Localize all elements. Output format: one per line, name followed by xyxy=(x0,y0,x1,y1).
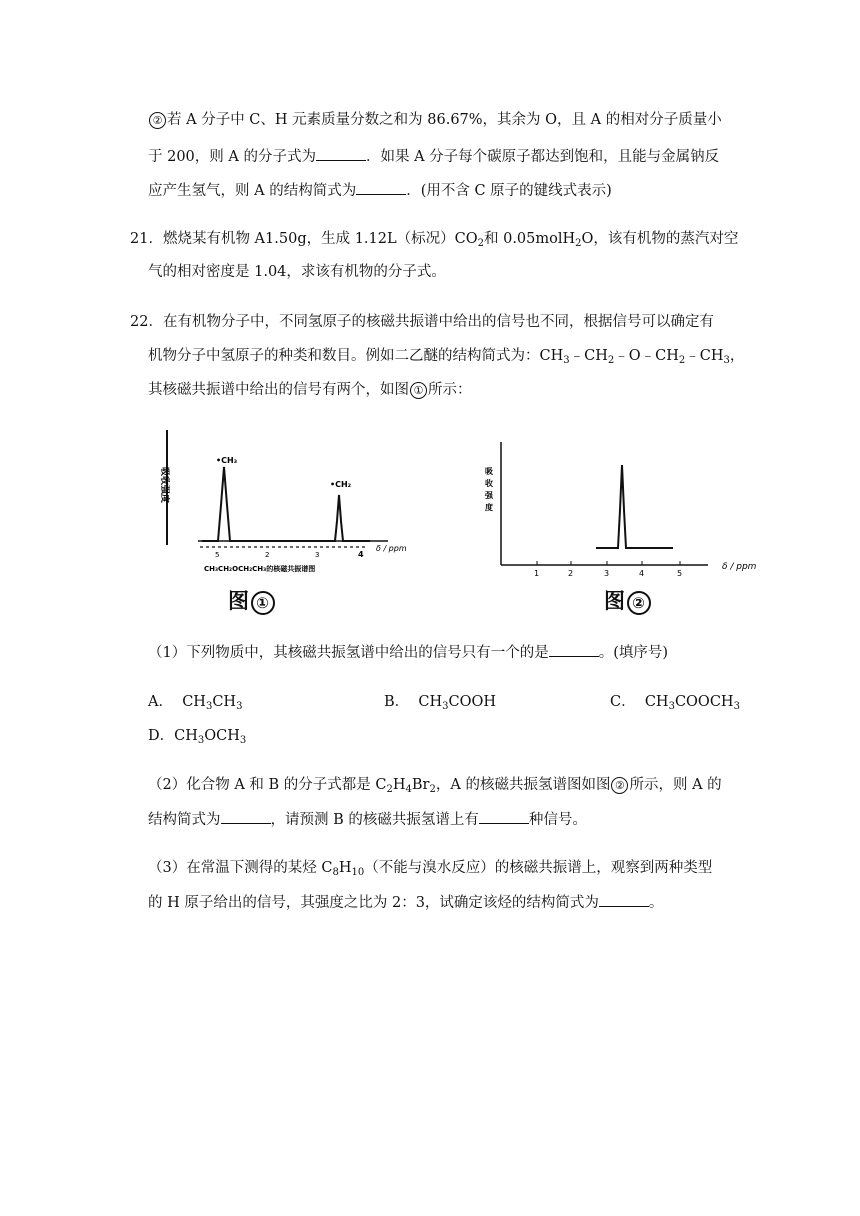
figure-ref-1: ① xyxy=(410,382,427,399)
q22-text-2a: 机物分子中氢原子的种类和数目。例如二乙醚的结构简式为：CH xyxy=(148,348,564,364)
tick-label: 3 xyxy=(315,551,320,559)
figure-caption-text: 图 xyxy=(228,589,250,613)
answer-blank[interactable] xyxy=(356,180,406,195)
y-axis-label-char: 度 xyxy=(485,503,493,512)
y-axis-label-char: 强 xyxy=(485,491,493,500)
p3-text-1b: H xyxy=(338,860,352,876)
p3-text-1c: （不能与溴水反应）的核磁共振谱上，观察到两种类型 xyxy=(364,860,713,876)
subscript: 3 xyxy=(239,735,247,746)
subscript: 3 xyxy=(205,701,213,712)
p2-text-1e: 所示，则 A 的 xyxy=(629,777,722,793)
q21-line-2 xyxy=(148,262,446,282)
q22-text-1: 在有机物分子中，不同氢原子的核磁共振谱中给出的信号也不同，根据信号可以确定有 xyxy=(162,314,714,330)
q20-text-2b: ．如果 A 分子每个碳原子都达到饱和，且能与金属钠反 xyxy=(365,149,720,165)
figure-caption-text: 图 xyxy=(604,589,626,613)
q20-line-2 xyxy=(148,146,719,167)
option-c[interactable] xyxy=(610,692,740,712)
subscript: 10 xyxy=(351,867,365,878)
q22-text-2d: ﹣CH xyxy=(685,348,724,364)
peak-2-label: •CH₂ xyxy=(330,480,352,489)
formula-part: COOCH xyxy=(674,694,734,710)
comma: ， xyxy=(729,348,745,364)
figure-1-caption xyxy=(228,585,276,615)
p2-text-1c: Br xyxy=(411,777,430,793)
p2-line-1 xyxy=(148,775,722,795)
formula-part: COOH xyxy=(448,694,497,710)
q22-text-3b: 所示： xyxy=(428,382,472,398)
subscript: 8 xyxy=(332,867,339,878)
subscript: 3 xyxy=(668,701,675,712)
spectrum-line xyxy=(596,465,673,548)
answer-blank[interactable] xyxy=(479,809,529,824)
option-a[interactable] xyxy=(148,692,242,712)
tick-label: 5 xyxy=(215,551,220,559)
subscript: 3 xyxy=(723,355,730,366)
subscript: 3 xyxy=(236,701,243,712)
figure-ref-2: ② xyxy=(611,777,628,794)
figure-2-svg xyxy=(470,430,780,580)
p3-text-2b: 。 xyxy=(648,895,664,911)
option-b[interactable] xyxy=(384,692,496,712)
subscript: 3 xyxy=(733,701,740,712)
formula-part: CH xyxy=(182,694,206,710)
peak-1-label: •CH₃ xyxy=(216,456,238,465)
option-label: A． xyxy=(148,694,173,710)
x-axis-label: δ / ppm xyxy=(722,562,757,572)
formula-part: OCH xyxy=(204,728,240,744)
q20-line-3 xyxy=(148,180,612,201)
option-d[interactable] xyxy=(148,726,246,746)
y-axis-label: 吸收强度 xyxy=(159,466,169,504)
q22-text-3a: 其核磁共振谱中给出的信号有两个，如图 xyxy=(148,382,409,398)
p2-text-2c: 种信号。 xyxy=(528,812,587,828)
subscript: 2 xyxy=(575,238,582,249)
q21-number: 21． xyxy=(130,231,163,247)
q22-line-2 xyxy=(148,346,744,366)
p3-text-1a: （3）在常温下测得的某烃 C xyxy=(148,860,333,876)
p2-text-1a: （2）化合物 A 和 B 的分子式都是 C xyxy=(148,777,387,793)
q22-number: 22． xyxy=(130,314,163,330)
formula-part: CH xyxy=(644,694,669,710)
p1-text: （1）下列物质中，其核磁共振氢谱中给出的信号只有一个的是 xyxy=(148,645,549,661)
tick-label: 2 xyxy=(568,569,574,578)
option-label: B． xyxy=(384,694,410,710)
p2-text-2b: ，请预测 B 的核磁共振氢谱上有 xyxy=(270,812,479,828)
option-label: D． xyxy=(148,728,175,744)
figure-1-svg xyxy=(140,425,440,585)
q22-line-1 xyxy=(130,312,714,332)
y-axis-label-char: 吸 xyxy=(485,467,493,476)
x-axis-label: δ / ppm xyxy=(376,544,407,553)
subscript: 3 xyxy=(442,701,449,712)
subscript: 2 xyxy=(477,238,484,249)
answer-blank[interactable] xyxy=(599,892,649,907)
answer-blank[interactable] xyxy=(221,809,271,824)
q21-text-1b: 和 0.05molH xyxy=(483,231,576,247)
figure-2-nmr-spectrum xyxy=(470,430,780,580)
figure-2-caption xyxy=(604,585,652,615)
figure-number-1: ① xyxy=(251,591,275,615)
tick-label: 4 xyxy=(358,550,364,559)
answer-blank[interactable] xyxy=(549,642,599,657)
subscript: 3 xyxy=(563,355,570,366)
spectrum-line xyxy=(202,467,370,541)
formula-part: CH xyxy=(418,694,443,710)
figure-number-2: ② xyxy=(627,591,651,615)
q22-line-3 xyxy=(148,380,472,400)
tick-label: 3 xyxy=(604,569,610,578)
figure-1-footer: CH₃CH₂OCH₂CH₃的核磁共振谱图 xyxy=(204,565,316,573)
q21-text-1a: 燃烧某有机物 A1.50g，生成 1.12L（标况）CO xyxy=(162,231,478,247)
p2-text-1d: ，A 的核磁共振氢谱图如图 xyxy=(435,777,611,793)
tick-label: 1 xyxy=(534,569,540,578)
q20-text-3a: 应产生氢气，则 A 的结构简式为 xyxy=(148,183,357,199)
p3-line-2 xyxy=(148,892,663,913)
subscript: 2 xyxy=(607,355,615,366)
q20-marker: ② xyxy=(149,112,166,129)
tick-label: 5 xyxy=(677,569,683,578)
q21-line-1 xyxy=(130,229,738,249)
p2-text-1b: H xyxy=(392,777,406,793)
answer-blank[interactable] xyxy=(316,146,366,161)
q21-text-1c: O，该有机物的蒸汽对空 xyxy=(581,231,739,247)
q21-text-2: 气的相对密度是 1.04，求该有机物的分子式。 xyxy=(148,264,446,280)
subscript: 3 xyxy=(197,735,205,746)
p2-line-2 xyxy=(148,809,587,830)
option-label: C． xyxy=(610,694,636,710)
tick-label: 2 xyxy=(265,551,270,559)
subscript: 2 xyxy=(678,355,686,366)
q20-line-1 xyxy=(148,110,722,130)
p1-question xyxy=(148,642,668,663)
p1-tail: 。(填序号) xyxy=(598,645,669,661)
p2-text-2a: 结构简式为 xyxy=(148,812,221,828)
subscript: 2 xyxy=(386,784,393,795)
q22-text-2c: ﹣O﹣CH xyxy=(614,348,679,364)
subscript: 4 xyxy=(405,784,412,795)
q20-text-1: 若 A 分子中 C、H 元素质量分数之和为 86.67%，其余为 O，且 A 的相对分子质量小 xyxy=(167,112,722,128)
figure-1-nmr-spectrum xyxy=(140,425,440,585)
y-axis-label-char: 收 xyxy=(485,479,493,488)
q22-text-2b: ﹣CH xyxy=(569,348,608,364)
q20-text-2a: 于 200，则 A 的分子式为 xyxy=(148,149,316,165)
q20-text-3b: ．(用不含 C 原子的键线式表示) xyxy=(406,183,612,199)
formula-part: CH xyxy=(212,694,237,710)
tick-label: 4 xyxy=(639,569,645,578)
subscript: 2 xyxy=(429,784,436,795)
p3-line-1 xyxy=(148,858,712,878)
p3-text-2a: 的 H 原子给出的信号，其强度之比为 2：3，试确定该烃的结构简式为 xyxy=(148,895,599,911)
formula-part: CH xyxy=(174,728,198,744)
